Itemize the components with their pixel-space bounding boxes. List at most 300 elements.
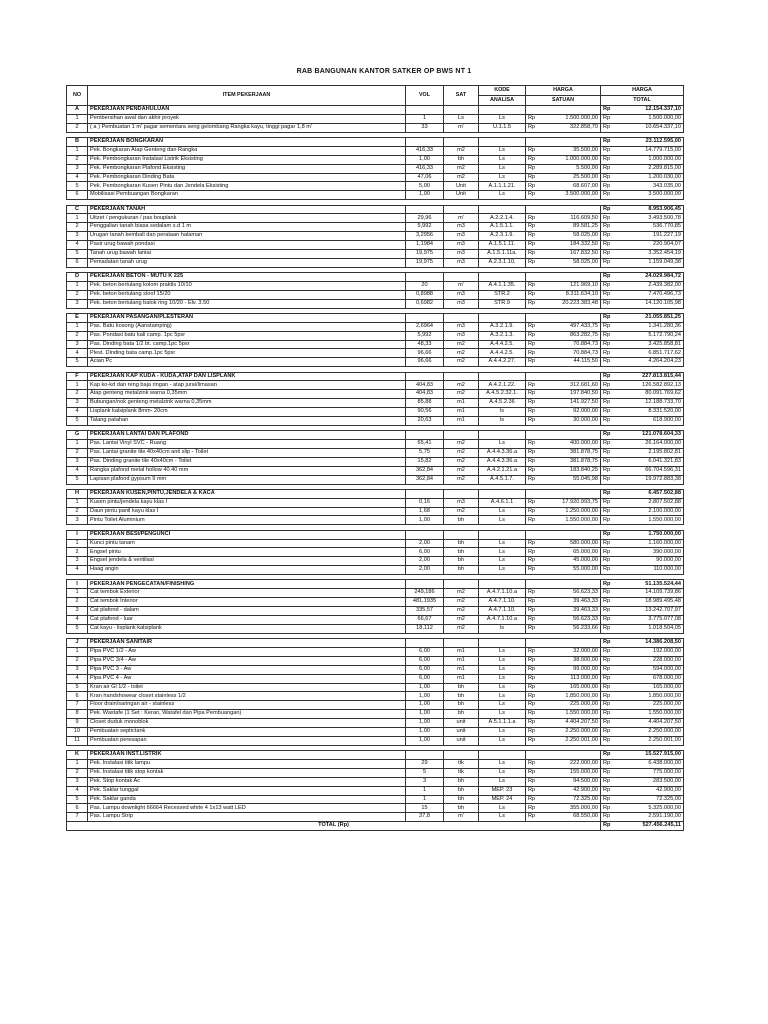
section-currency: Rp — [601, 751, 615, 760]
item-currency-total: Rp — [601, 155, 615, 164]
item-currency-satuan: Rp — [526, 358, 540, 367]
item-sat: bh — [444, 795, 479, 804]
table-row — [67, 340, 684, 349]
table-row — [67, 299, 684, 308]
item-sat: m' — [444, 281, 479, 290]
section-sat — [444, 313, 479, 322]
header-satuan: SATUAN — [526, 96, 601, 106]
item-no: 2 — [67, 123, 88, 132]
table-row — [67, 665, 684, 674]
item-harga-satuan: 92.000,00 — [540, 408, 601, 417]
item-sat: m2 — [444, 381, 479, 390]
item-name: Pembuatan peresapan — [88, 736, 406, 745]
section-name: PEKERJAAN PENGECATAN/FINISHING — [88, 580, 406, 589]
item-currency-satuan: Rp — [526, 322, 540, 331]
item-no: 1 — [67, 281, 88, 290]
section-code: H — [67, 489, 88, 498]
item-harga-satuan: 222.000,00 — [540, 759, 601, 768]
item-harga-satuan: 25.500,00 — [540, 173, 601, 182]
item-kode: Ls — [479, 736, 526, 745]
item-name: Pas. Batu kosong (Aanstamping) — [88, 322, 406, 331]
table-row — [67, 123, 684, 132]
item-harga-satuan: 381.878,75 — [540, 457, 601, 466]
item-currency-total: Rp — [601, 448, 615, 457]
section-sat — [444, 372, 479, 381]
item-currency-satuan: Rp — [526, 727, 540, 736]
item-name: Tanah urug bawah lantai — [88, 249, 406, 258]
item-kode: ls — [479, 624, 526, 633]
table-row — [67, 727, 684, 736]
item-vol: 5,992 — [406, 223, 444, 232]
item-currency-satuan: Rp — [526, 173, 540, 182]
item-harga-satuan: 580.000,00 — [540, 539, 601, 548]
item-vol: 85,88 — [406, 399, 444, 408]
item-no: 4 — [67, 173, 88, 182]
section-sat — [444, 530, 479, 539]
item-harga-total: 225.000,00 — [615, 701, 684, 710]
section-rp-satuan — [526, 751, 540, 760]
item-harga-total: 14.120.105,98 — [615, 299, 684, 308]
item-currency-total: Rp — [601, 647, 615, 656]
table-row — [67, 674, 684, 683]
item-currency-satuan: Rp — [526, 258, 540, 267]
item-harga-satuan: 68.607,00 — [540, 182, 601, 191]
item-kode: A.3.2.1.3. — [479, 331, 526, 340]
item-name: Pek. Saklar tunggal — [88, 786, 406, 795]
item-harga-satuan: 165.000,00 — [540, 683, 601, 692]
item-kode: U.1.1.5 — [479, 123, 526, 132]
section-kode — [479, 205, 526, 214]
item-name: Cat plafond - dalam — [88, 607, 406, 616]
item-currency-satuan: Rp — [526, 440, 540, 449]
table-row — [67, 223, 684, 232]
item-kode: Ls — [479, 507, 526, 516]
item-harga-total: 1.159.049,38 — [615, 258, 684, 267]
item-name: Pek. beton bertulang sloof 15/20 — [88, 290, 406, 299]
item-no: 3 — [67, 777, 88, 786]
section-name: PEKERJAAN BETON - MUTU K 225 — [88, 273, 406, 282]
item-vol: 404,83 — [406, 381, 444, 390]
table-row — [67, 804, 684, 813]
item-kode: A.4.5.2.32.1. — [479, 390, 526, 399]
item-currency-total: Rp — [601, 322, 615, 331]
item-harga-total: 90.000,00 — [615, 557, 684, 566]
item-sat: m1 — [444, 399, 479, 408]
total-currency: Rp — [601, 822, 615, 831]
table-row — [67, 164, 684, 173]
item-harga-total: 66.704.596,31 — [615, 466, 684, 475]
table-row — [67, 615, 684, 624]
item-harga-satuan: 35.500,00 — [540, 146, 601, 155]
section-code: C — [67, 205, 88, 214]
item-name: Pipa PVC 1/2 - Aw — [88, 647, 406, 656]
table-row — [67, 777, 684, 786]
item-harga-total: 4.264.204,23 — [615, 358, 684, 367]
item-kode: ls — [479, 408, 526, 417]
section-name: PEKERJAAN INST.LISTRIK — [88, 751, 406, 760]
item-currency-total: Rp — [601, 331, 615, 340]
item-harga-satuan: 68.550,00 — [540, 813, 601, 822]
item-no: 2 — [67, 448, 88, 457]
item-vol: 48,33 — [406, 340, 444, 349]
item-harga-total: 5.325.000,00 — [615, 804, 684, 813]
item-harga-total: 618.900,00 — [615, 416, 684, 425]
table-row — [67, 290, 684, 299]
table-row — [67, 475, 684, 484]
table-row — [67, 214, 684, 223]
item-currency-total: Rp — [601, 223, 615, 232]
item-sat: bh — [444, 548, 479, 557]
item-currency-total: Rp — [601, 624, 615, 633]
table-row — [67, 182, 684, 191]
item-no: 8 — [67, 710, 88, 719]
section-currency: Rp — [601, 530, 615, 539]
item-kode: Ls — [479, 804, 526, 813]
item-name: Engsel pintu — [88, 548, 406, 557]
item-currency-total: Rp — [601, 539, 615, 548]
item-vol: 6,00 — [406, 665, 444, 674]
item-vol: 1,00 — [406, 683, 444, 692]
item-kode: A.4.7.1.10. — [479, 607, 526, 616]
item-currency-satuan: Rp — [526, 498, 540, 507]
item-no: 11 — [67, 736, 88, 745]
item-kode: Ls — [479, 701, 526, 710]
item-currency-total: Rp — [601, 146, 615, 155]
item-kode: Ls — [479, 692, 526, 701]
item-harga-satuan: 497.433,75 — [540, 322, 601, 331]
item-currency-satuan: Rp — [526, 408, 540, 417]
document-title: RAB BANGUNAN KANTOR SATKER OP BWS NT 1 — [296, 68, 472, 75]
section-subtotal: 6.457.502,88 — [615, 489, 684, 498]
item-vol: 15,82 — [406, 457, 444, 466]
item-vol: 2,00 — [406, 566, 444, 575]
header-analisa: ANALISA — [479, 96, 526, 106]
item-harga-satuan: 45.000,00 — [540, 557, 601, 566]
header-total: TOTAL — [601, 96, 684, 106]
item-no: 2 — [67, 507, 88, 516]
item-harga-satuan: 141.927,50 — [540, 399, 601, 408]
table-row — [67, 399, 684, 408]
item-name: Pipa PVC 3/4 - Aw — [88, 656, 406, 665]
section-currency: Rp — [601, 205, 615, 214]
item-harga-total: 2.439.382,00 — [615, 281, 684, 290]
item-sat: m2 — [444, 589, 479, 598]
item-currency-satuan: Rp — [526, 155, 540, 164]
item-harga-total: 1.160.000,00 — [615, 539, 684, 548]
item-harga-satuan: 58.025,00 — [540, 258, 601, 267]
item-vol: 3 — [406, 777, 444, 786]
item-currency-satuan: Rp — [526, 665, 540, 674]
section-kode — [479, 273, 526, 282]
item-kode: A.4.7.1.10. — [479, 598, 526, 607]
section-sat — [444, 273, 479, 282]
item-kode: A.4.4.3.36.a — [479, 457, 526, 466]
item-no: 5 — [67, 683, 88, 692]
item-currency-total: Rp — [601, 358, 615, 367]
item-vol: 416,33 — [406, 164, 444, 173]
item-no: 5 — [67, 182, 88, 191]
item-name: Cat kayu - lisplank kalsiplank — [88, 624, 406, 633]
item-harga-total: 2.250.000,00 — [615, 727, 684, 736]
item-kode: Ls — [479, 539, 526, 548]
item-kode: Ls — [479, 777, 526, 786]
item-no: 2 — [67, 656, 88, 665]
item-currency-satuan: Rp — [526, 804, 540, 813]
item-kode: Ls — [479, 710, 526, 719]
item-vol: 20 — [406, 281, 444, 290]
item-harga-satuan: 312.681,60 — [540, 381, 601, 390]
item-no: 4 — [67, 674, 88, 683]
table-row — [67, 719, 684, 728]
item-currency-total: Rp — [601, 589, 615, 598]
item-vol: 1,00 — [406, 155, 444, 164]
item-no: 3 — [67, 399, 88, 408]
section-row — [67, 372, 684, 381]
item-sat: bh — [444, 557, 479, 566]
section-vol — [406, 580, 444, 589]
item-harga-total: 1.850.000,00 — [615, 692, 684, 701]
item-harga-total: 2.807.502,88 — [615, 498, 684, 507]
item-sat: m2 — [444, 507, 479, 516]
table-row — [67, 598, 684, 607]
item-sat: bh — [444, 701, 479, 710]
section-sat — [444, 580, 479, 589]
section-sat — [444, 431, 479, 440]
item-vol: 65,41 — [406, 440, 444, 449]
item-harga-satuan: 70.884,73 — [540, 349, 601, 358]
section-harga — [540, 580, 601, 589]
header-no: NO — [67, 86, 88, 106]
item-vol: 37,8 — [406, 813, 444, 822]
item-name: Kran air Gl 1/2 - toilet — [88, 683, 406, 692]
section-subtotal: 24.029.984,72 — [615, 273, 684, 282]
table-row — [67, 358, 684, 367]
item-currency-satuan: Rp — [526, 768, 540, 777]
item-sat: m2 — [444, 615, 479, 624]
item-vol: 2,00 — [406, 557, 444, 566]
item-vol: 19,975 — [406, 258, 444, 267]
item-harga-total: 14.109.739,86 — [615, 589, 684, 598]
item-kode: Ls — [479, 768, 526, 777]
item-currency-total: Rp — [601, 710, 615, 719]
item-vol: 90,56 — [406, 408, 444, 417]
section-harga — [540, 530, 601, 539]
item-currency-satuan: Rp — [526, 249, 540, 258]
item-harga-total: 536.770,85 — [615, 223, 684, 232]
item-harga-satuan: 121.969,10 — [540, 281, 601, 290]
item-kode: A.5.1.1.1.a — [479, 719, 526, 728]
section-sat — [444, 137, 479, 146]
item-kode: Ls — [479, 759, 526, 768]
item-harga-total: 1.018.504,05 — [615, 624, 684, 633]
item-sat: bh — [444, 777, 479, 786]
item-no: 3 — [67, 607, 88, 616]
item-kode: A.4.4.2.27. — [479, 358, 526, 367]
item-sat: m3 — [444, 322, 479, 331]
item-no: 3 — [67, 164, 88, 173]
section-rp-satuan — [526, 273, 540, 282]
section-kode — [479, 751, 526, 760]
item-sat: ttk — [444, 759, 479, 768]
section-code: I — [67, 580, 88, 589]
item-kode: Ls — [479, 674, 526, 683]
item-currency-total: Rp — [601, 340, 615, 349]
item-harga-total: 1.550.000,00 — [615, 710, 684, 719]
item-no: 2 — [67, 768, 88, 777]
item-harga-satuan: 38.000,00 — [540, 656, 601, 665]
item-harga-satuan: 400.000,00 — [540, 440, 601, 449]
item-vol: 5,992 — [406, 331, 444, 340]
item-currency-satuan: Rp — [526, 381, 540, 390]
table-row — [67, 440, 684, 449]
item-sat: m2 — [444, 448, 479, 457]
item-vol: 5,00 — [406, 182, 444, 191]
item-kode: Ls — [479, 727, 526, 736]
item-sat: m1 — [444, 416, 479, 425]
table-row — [67, 241, 684, 250]
item-no: 1 — [67, 440, 88, 449]
item-sat: m2 — [444, 349, 479, 358]
table-row — [67, 516, 684, 525]
section-subtotal: 227.813.815,44 — [615, 372, 684, 381]
item-currency-satuan: Rp — [526, 466, 540, 475]
item-name: Pek. beton bertulang kolom praktis 10/10 — [88, 281, 406, 290]
item-name: Cat tembok Interior — [88, 598, 406, 607]
item-name: Uitzet / pengukuran / pas bouplank — [88, 214, 406, 223]
section-sat — [444, 489, 479, 498]
item-name: Pas. Dinding granite tile 40x40cm - Toilet — [88, 457, 406, 466]
item-vol: 1,00 — [406, 191, 444, 200]
item-harga-satuan: 225.000,00 — [540, 701, 601, 710]
item-currency-satuan: Rp — [526, 114, 540, 123]
section-harga — [540, 137, 601, 146]
table-row — [67, 466, 684, 475]
item-sat: m2 — [444, 390, 479, 399]
section-harga — [540, 431, 601, 440]
table-row — [67, 408, 684, 417]
section-vol — [406, 372, 444, 381]
section-row — [67, 205, 684, 214]
item-harga-satuan: 56.233,66 — [540, 624, 601, 633]
item-no: 5 — [67, 624, 88, 633]
section-subtotal: 21.055.851,25 — [615, 313, 684, 322]
item-no: 7 — [67, 701, 88, 710]
item-harga-total: 390.000,00 — [615, 548, 684, 557]
item-name: Pek. Pembongkaran Kusen Pintu dan Jendela Eksisting — [88, 182, 406, 191]
item-currency-total: Rp — [601, 736, 615, 745]
item-sat: unit — [444, 719, 479, 728]
item-sat: bh — [444, 683, 479, 692]
item-harga-satuan: 1.550.000,00 — [540, 516, 601, 525]
item-name: Pemadatan tanah urug — [88, 258, 406, 267]
item-kode: STR.2 — [479, 290, 526, 299]
item-harga-total: 2.289.815,00 — [615, 164, 684, 173]
section-kode — [479, 580, 526, 589]
item-no: 10 — [67, 727, 88, 736]
item-kode: A.4.6.1.1 — [479, 498, 526, 507]
section-sat — [444, 106, 479, 115]
item-currency-total: Rp — [601, 516, 615, 525]
item-kode: A.2.3.1.10. — [479, 258, 526, 267]
item-vol: 1,68 — [406, 507, 444, 516]
item-no: 4 — [67, 786, 88, 795]
item-currency-total: Rp — [601, 557, 615, 566]
item-harga-total: 14.779.715,00 — [615, 146, 684, 155]
item-currency-total: Rp — [601, 804, 615, 813]
item-harga-satuan: 70.884,73 — [540, 340, 601, 349]
item-harga-satuan: 1.550.000,00 — [540, 710, 601, 719]
item-harga-total: 1.500.000,00 — [615, 114, 684, 123]
section-subtotal: 15.527.915,00 — [615, 751, 684, 760]
item-no: 1 — [67, 539, 88, 548]
item-harga-satuan: 39.463,33 — [540, 607, 601, 616]
item-no: 2 — [67, 390, 88, 399]
section-row — [67, 106, 684, 115]
item-currency-total: Rp — [601, 719, 615, 728]
item-currency-satuan: Rp — [526, 349, 540, 358]
item-currency-satuan: Rp — [526, 164, 540, 173]
item-vol: 6,00 — [406, 548, 444, 557]
item-harga-total: 13.242.707,97 — [615, 607, 684, 616]
table-row — [67, 258, 684, 267]
item-name: Pek. Bongkaran Atap Genteng dan Rangka — [88, 146, 406, 155]
item-harga-total: 1.341.280,36 — [615, 322, 684, 331]
item-name: Pas. Lampu downlight 66664 Recessed white 4 1x13 watt LED — [88, 804, 406, 813]
section-rp-satuan — [526, 580, 540, 589]
item-name: Kusen pintu/jendela kayu klas I — [88, 498, 406, 507]
item-sat: bh — [444, 155, 479, 164]
section-rp-satuan — [526, 431, 540, 440]
item-currency-satuan: Rp — [526, 281, 540, 290]
item-kode: A.4.1.1.35. — [479, 281, 526, 290]
item-sat: m2 — [444, 146, 479, 155]
item-vol: 1 — [406, 114, 444, 123]
item-harga-satuan: 99.000,00 — [540, 665, 601, 674]
item-currency-total: Rp — [601, 258, 615, 267]
item-harga-total: 2.591.190,00 — [615, 813, 684, 822]
item-kode: Ls — [479, 683, 526, 692]
item-currency-satuan: Rp — [526, 290, 540, 299]
section-row — [67, 313, 684, 322]
item-kode: Ls — [479, 566, 526, 575]
item-harga-total: 283.500,00 — [615, 777, 684, 786]
item-sat: m2 — [444, 440, 479, 449]
item-currency-total: Rp — [601, 114, 615, 123]
item-kode: A.4.2.1.22. — [479, 381, 526, 390]
item-kode: Ls — [479, 155, 526, 164]
section-row — [67, 431, 684, 440]
item-name: Haag angin — [88, 566, 406, 575]
item-vol: 15 — [406, 804, 444, 813]
item-harga-total: 12.188.733,70 — [615, 399, 684, 408]
item-currency-satuan: Rp — [526, 123, 540, 132]
item-name: Rangka plafond metal hollow 40.40 mm — [88, 466, 406, 475]
item-name: Pas. Lantai Vinyl SVC - Ruang — [88, 440, 406, 449]
section-rp-satuan — [526, 137, 540, 146]
item-currency-total: Rp — [601, 665, 615, 674]
item-currency-satuan: Rp — [526, 589, 540, 598]
item-sat: m3 — [444, 249, 479, 258]
item-currency-satuan: Rp — [526, 507, 540, 516]
table-row — [67, 736, 684, 745]
item-harga-satuan: 32.000,00 — [540, 647, 601, 656]
item-name: Pembuatan septictank — [88, 727, 406, 736]
item-harga-satuan: 381.878,75 — [540, 448, 601, 457]
item-currency-satuan: Rp — [526, 299, 540, 308]
item-sat: m2 — [444, 598, 479, 607]
section-name: PEKERJAAN PASANGAN/PLESTERAN — [88, 313, 406, 322]
item-currency-satuan: Rp — [526, 607, 540, 616]
